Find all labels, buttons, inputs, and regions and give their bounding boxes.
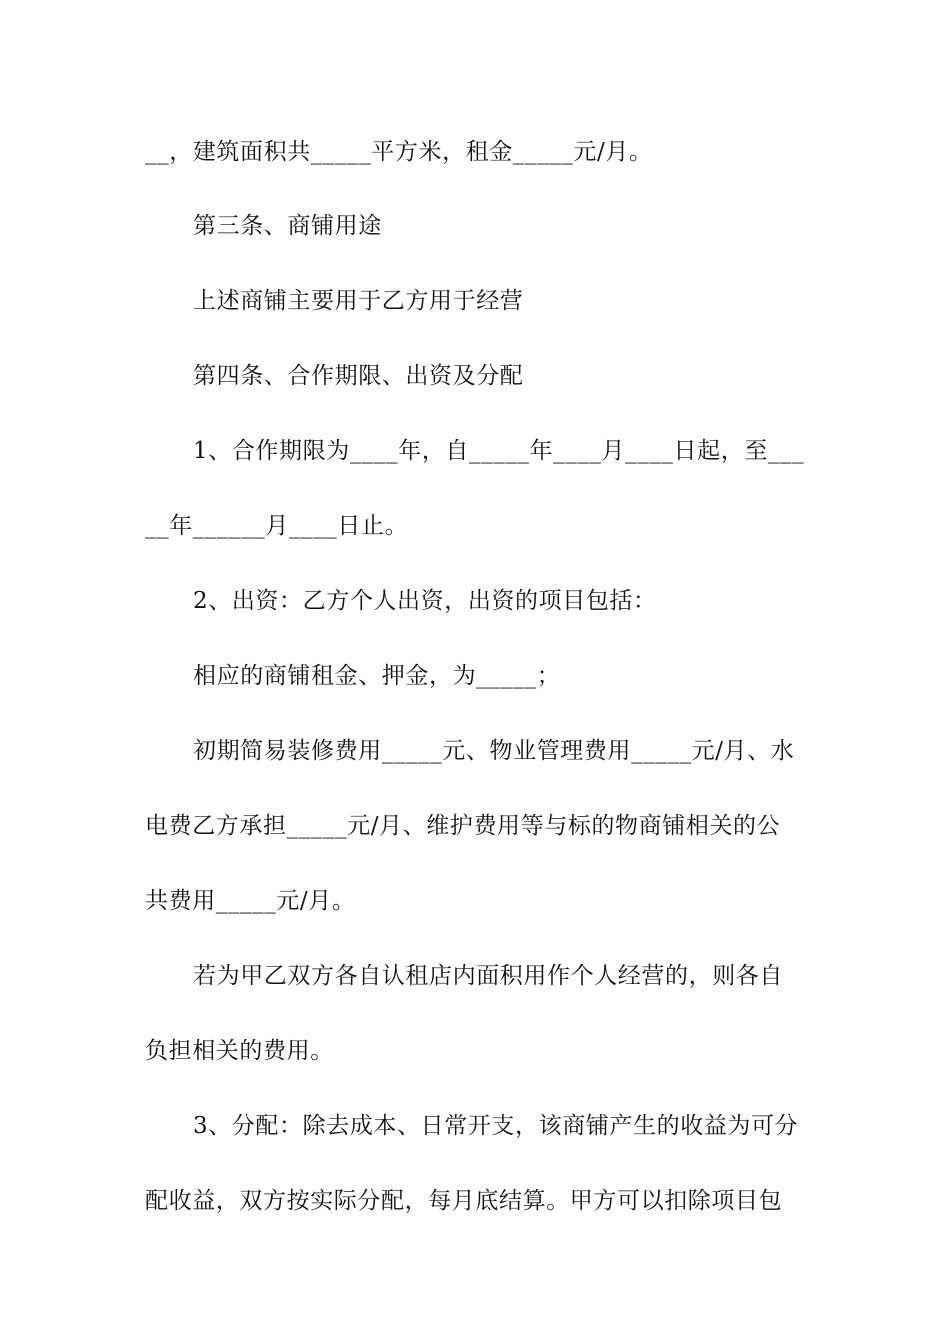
- paragraph-line: 2、出资：乙方个人出资，出资的项目包括：: [193, 588, 657, 614]
- paragraph-line: 1、合作期限为____年，自_____年____月____日起，至___: [193, 438, 805, 464]
- section-heading: 第四条、合作期限、出资及分配: [193, 363, 524, 389]
- text-line: 共费用_____元/月。: [145, 888, 356, 914]
- text-line: 配收益，双方按实际分配，每月底结算。甲方可以扣除项目包: [145, 1188, 783, 1214]
- paragraph-line: 3、分配：除去成本、日常开支，该商铺产生的收益为可分: [193, 1113, 799, 1139]
- text-line: __年______月____日止。: [145, 513, 409, 539]
- paragraph-line: 初期简易装修费用_____元、物业管理费用_____元/月、水: [193, 738, 795, 764]
- text-line: 负担相关的费用。: [145, 1038, 334, 1064]
- text-line: __，建筑面积共_____平方米，租金_____元/月。: [145, 139, 653, 165]
- paragraph-line: 上述商铺主要用于乙方用于经营: [193, 288, 524, 314]
- paragraph-line: 相应的商铺租金、押金，为_____；: [193, 663, 561, 689]
- paragraph-line: 若为甲乙双方各自认租店内面积用作个人经营的，则各自: [193, 963, 783, 989]
- section-heading: 第三条、商铺用途: [193, 213, 382, 239]
- text-line: 电费乙方承担_____元/月、维护费用等与标的物商铺相关的公: [145, 813, 781, 839]
